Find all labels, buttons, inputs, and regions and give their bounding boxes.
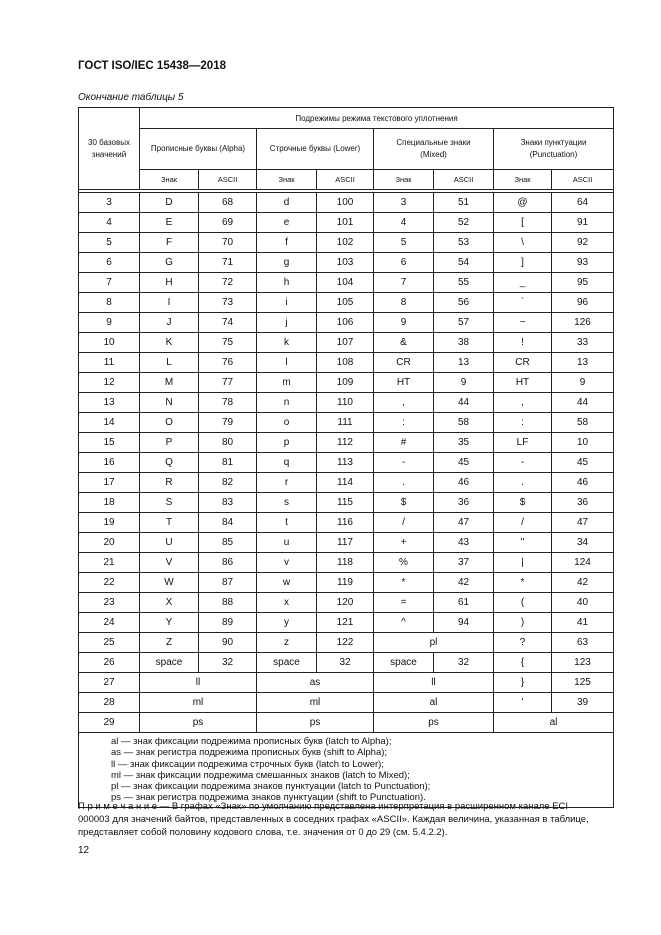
table-cell: 125 — [552, 673, 614, 693]
submode-punct — [494, 129, 614, 170]
base-value-cell: 11 — [79, 353, 140, 373]
legend-row — [79, 733, 614, 808]
table-cell: 100 — [317, 193, 374, 213]
table-cell: HT — [374, 373, 434, 393]
table-cell: 79 — [199, 413, 257, 433]
table-cell: 44 — [434, 393, 494, 413]
table-cell: 35 — [434, 433, 494, 453]
table-cell: 117 — [317, 533, 374, 553]
table-cell: 58 — [434, 413, 494, 433]
table-cell: x — [257, 593, 317, 613]
base-value-cell: 18 — [79, 493, 140, 513]
table-cell: 84 — [199, 513, 257, 533]
table-row — [79, 433, 614, 453]
col-label: Знак — [374, 170, 434, 190]
table-row — [79, 293, 614, 313]
table-cell: \ — [494, 233, 552, 253]
table-cell: 86 — [199, 553, 257, 573]
submode-lower — [257, 129, 374, 170]
table-cell: ^ — [374, 613, 434, 633]
col-label: Знак — [494, 170, 552, 190]
table-cell: 111 — [317, 413, 374, 433]
table-cell: 68 — [199, 193, 257, 213]
submode-mixed — [374, 129, 494, 170]
table-cell: 55 — [434, 273, 494, 293]
table-row — [79, 213, 614, 233]
table-row — [79, 553, 614, 573]
table-cell: y — [257, 613, 317, 633]
table-cell: v — [257, 553, 317, 573]
table-cell: % — [374, 553, 434, 573]
submode-mixed-name: Специальные знаки — [396, 138, 471, 147]
note-line: П р и м е ч а н и е — В графах «Знак» по умолчанию представлена интерпретация в расширенном канале ECI — [78, 801, 569, 812]
table-cell: LF — [494, 433, 552, 453]
table-cell: ps — [374, 713, 494, 733]
submode-lower-name: Строчные буквы (Lower) — [269, 144, 361, 153]
table-cell: g — [257, 253, 317, 273]
base-value-cell: 12 — [79, 373, 140, 393]
table-cell: 81 — [199, 453, 257, 473]
table-row — [79, 453, 614, 473]
table-cell: 80 — [199, 433, 257, 453]
table-cell: . — [374, 473, 434, 493]
base-value-cell: 15 — [79, 433, 140, 453]
table-cell: 88 — [199, 593, 257, 613]
table-cell: E — [140, 213, 199, 233]
col-label: ASCII — [199, 170, 257, 190]
table-row — [79, 273, 614, 293]
table-cell: ll — [140, 673, 257, 693]
table-cell: 92 — [552, 233, 614, 253]
table-cell: 87 — [199, 573, 257, 593]
table-cell: 90 — [199, 633, 257, 653]
base-value-cell: 6 — [79, 253, 140, 273]
table-row — [79, 473, 614, 493]
table-cell: ( — [494, 593, 552, 613]
table-cell: 104 — [317, 273, 374, 293]
table-cell: W — [140, 573, 199, 593]
table-cell: ` — [494, 293, 552, 313]
base-value-cell: 14 — [79, 413, 140, 433]
table-cell: 121 — [317, 613, 374, 633]
table-cell: 34 — [552, 533, 614, 553]
table-cell: 82 — [199, 473, 257, 493]
table-body — [79, 108, 614, 808]
table-cell: 9 — [374, 313, 434, 333]
table-cell: 63 — [552, 633, 614, 653]
table-cell: ps — [140, 713, 257, 733]
table-cell: 113 — [317, 453, 374, 473]
table-cell: 42 — [434, 573, 494, 593]
table-cell: ps — [257, 713, 374, 733]
table-cell: ! — [494, 333, 552, 353]
base-value-cell: 19 — [79, 513, 140, 533]
col-label: Знак — [257, 170, 317, 190]
table-cell: f — [257, 233, 317, 253]
table-cell: 76 — [199, 353, 257, 373]
table-cell: 64 — [552, 193, 614, 213]
table-cell: G — [140, 253, 199, 273]
col-label: ASCII — [434, 170, 494, 190]
table-cell: 70 — [199, 233, 257, 253]
table-cell: 126 — [552, 313, 614, 333]
table-row — [79, 193, 614, 213]
table-cell: 10 — [552, 433, 614, 453]
base-value-cell: 24 — [79, 613, 140, 633]
base-value-cell: 3 — [79, 193, 140, 213]
base-value-cell: 27 — [79, 673, 140, 693]
table-cell: , — [494, 393, 552, 413]
table-cell: 123 — [552, 653, 614, 673]
base-values-header: 30 базовых значений — [79, 108, 140, 190]
table-cell: space — [257, 653, 317, 673]
table-cell: 9 — [434, 373, 494, 393]
table-cell: Z — [140, 633, 199, 653]
table-row — [79, 653, 614, 673]
table-cell: 46 — [552, 473, 614, 493]
table-cell: 77 — [199, 373, 257, 393]
table-cell: ? — [494, 633, 552, 653]
table-cell: [ — [494, 213, 552, 233]
table-cell: 102 — [317, 233, 374, 253]
table-cell: 7 — [374, 273, 434, 293]
table-cell: 75 — [199, 333, 257, 353]
table-cell: * — [494, 573, 552, 593]
table-cell: 44 — [552, 393, 614, 413]
base-value-cell: 22 — [79, 573, 140, 593]
table-row — [79, 593, 614, 613]
page-number: 12 — [78, 845, 90, 856]
base-value-cell: 9 — [79, 313, 140, 333]
base-value-cell: 29 — [79, 713, 140, 733]
table-cell: 41 — [552, 613, 614, 633]
table-cell: 37 — [434, 553, 494, 573]
table-cell: Y — [140, 613, 199, 633]
legend-line: ps — знак регистра подрежима знаков пунктуации (shift to Punctuation). — [111, 792, 426, 804]
table-cell: 106 — [317, 313, 374, 333]
base-value-cell: 23 — [79, 593, 140, 613]
table-cell: CR — [494, 353, 552, 373]
table-cell: 114 — [317, 473, 374, 493]
table-cell: 52 — [434, 213, 494, 233]
table-cell: 74 — [199, 313, 257, 333]
table-cell: 89 — [199, 613, 257, 633]
table-cell: d — [257, 193, 317, 213]
table-note — [78, 800, 618, 839]
table-cell: 9 — [552, 373, 614, 393]
table-cell: 103 — [317, 253, 374, 273]
table-row — [79, 673, 614, 693]
table-cell: 109 — [317, 373, 374, 393]
table-cell: | — [494, 553, 552, 573]
table-cell: * — [374, 573, 434, 593]
table-row — [79, 313, 614, 333]
table-cell: _ — [494, 273, 552, 293]
table-cell: U — [140, 533, 199, 553]
table-row — [79, 513, 614, 533]
col-label: ASCII — [552, 170, 614, 190]
base-value-cell: 26 — [79, 653, 140, 673]
table-cell: 73 — [199, 293, 257, 313]
table-cell: 13 — [552, 353, 614, 373]
table-cell: 96 — [552, 293, 614, 313]
table-cell: 32 — [199, 653, 257, 673]
table-cell: 54 — [434, 253, 494, 273]
table-row — [79, 693, 614, 713]
base-value-cell: 10 — [79, 333, 140, 353]
table-cell: 6 — [374, 253, 434, 273]
base-value-cell: 7 — [79, 273, 140, 293]
table-cell: - — [374, 453, 434, 473]
table-cell: al — [494, 713, 614, 733]
table-cell: F — [140, 233, 199, 253]
table-cell: 71 — [199, 253, 257, 273]
table-cell: 108 — [317, 353, 374, 373]
table-cell: R — [140, 473, 199, 493]
table-cell: t — [257, 513, 317, 533]
table-cell: M — [140, 373, 199, 393]
table-cell: L — [140, 353, 199, 373]
table-cell: o — [257, 413, 317, 433]
legend-line: ml — знак фиксации подрежима смешанных знаков (latch to Mixed); — [111, 769, 410, 781]
table-cell: / — [494, 513, 552, 533]
table-cell: 53 — [434, 233, 494, 253]
table-cell: P — [140, 433, 199, 453]
table-cell: 61 — [434, 593, 494, 613]
table-cell: pl — [374, 633, 494, 653]
table-cell: m — [257, 373, 317, 393]
base-value-cell: 8 — [79, 293, 140, 313]
legend-cell — [79, 733, 614, 808]
legend-line: al — знак фиксации подрежима прописных букв (latch to Alpha); — [111, 736, 392, 747]
table-cell: @ — [494, 193, 552, 213]
table-cell: as — [257, 673, 374, 693]
table-cell: 110 — [317, 393, 374, 413]
table-cell: J — [140, 313, 199, 333]
table-row — [79, 353, 614, 373]
table-cell: ~ — [494, 313, 552, 333]
table-row — [79, 233, 614, 253]
table-cell: 56 — [434, 293, 494, 313]
table-cell: 94 — [434, 613, 494, 633]
table-cell: 122 — [317, 633, 374, 653]
table-cell: 124 — [552, 553, 614, 573]
column-label-row — [79, 170, 614, 190]
table-cell: 58 — [552, 413, 614, 433]
table-cell: 43 — [434, 533, 494, 553]
table-cell: 47 — [552, 513, 614, 533]
table-cell: $ — [374, 493, 434, 513]
table-cell: 115 — [317, 493, 374, 513]
table-cell: e — [257, 213, 317, 233]
table-cell: H — [140, 273, 199, 293]
table-cell: " — [494, 533, 552, 553]
table-cell: 45 — [552, 453, 614, 473]
submode-punct-sub: (Punctuation) — [529, 150, 578, 159]
table-cell: Q — [140, 453, 199, 473]
document-title: ГОСТ ISO/IEC 15438—2018 — [78, 60, 226, 72]
table-cell: n — [257, 393, 317, 413]
table-cell: 101 — [317, 213, 374, 233]
table-cell: 47 — [434, 513, 494, 533]
base-value-cell: 21 — [79, 553, 140, 573]
table-cell: # — [374, 433, 434, 453]
table-row — [79, 533, 614, 553]
table-row — [79, 613, 614, 633]
table-cell: 8 — [374, 293, 434, 313]
table-cell: 13 — [434, 353, 494, 373]
col-label: ASCII — [317, 170, 374, 190]
base-value-cell: 4 — [79, 213, 140, 233]
table-cell: D — [140, 193, 199, 213]
table-cell: 32 — [317, 653, 374, 673]
table-cell: 38 — [434, 333, 494, 353]
table-cell: 33 — [552, 333, 614, 353]
table-cell: 3 — [374, 193, 434, 213]
table-cell: O — [140, 413, 199, 433]
table-cell: i — [257, 293, 317, 313]
table-cell: 5 — [374, 233, 434, 253]
table-cell: S — [140, 493, 199, 513]
table-cell: q — [257, 453, 317, 473]
table-cell: al — [374, 693, 494, 713]
table-cell: ll — [374, 673, 494, 693]
table-cell: 95 — [552, 273, 614, 293]
submodes-header: Подрежимы режима текстового уплотнения — [140, 108, 614, 129]
table-cell: ) — [494, 613, 552, 633]
table-cell: CR — [374, 353, 434, 373]
table-cell: space — [374, 653, 434, 673]
table-cell: + — [374, 533, 434, 553]
base-value-cell: 20 — [79, 533, 140, 553]
table-cell: 51 — [434, 193, 494, 213]
table-cell: w — [257, 573, 317, 593]
base-value-cell: 17 — [79, 473, 140, 493]
table-cell: z — [257, 633, 317, 653]
table-cell: u — [257, 533, 317, 553]
table-cell: 78 — [199, 393, 257, 413]
table-cell: ml — [257, 693, 374, 713]
table-cell: ] — [494, 253, 552, 273]
table-cell: 83 — [199, 493, 257, 513]
table-cell: 32 — [434, 653, 494, 673]
table-row — [79, 493, 614, 513]
table-cell: K — [140, 333, 199, 353]
table-cell: 46 — [434, 473, 494, 493]
table-cell: 39 — [552, 693, 614, 713]
table-cell: 116 — [317, 513, 374, 533]
table-cell: } — [494, 673, 552, 693]
table-cell: j — [257, 313, 317, 333]
table-cell: I — [140, 293, 199, 313]
table-cell: h — [257, 273, 317, 293]
table-cell: 36 — [434, 493, 494, 513]
table-cell: 57 — [434, 313, 494, 333]
table-cell: HT — [494, 373, 552, 393]
table-cell: = — [374, 593, 434, 613]
table-row — [79, 633, 614, 653]
table-cell: : — [494, 413, 552, 433]
table-cell: 105 — [317, 293, 374, 313]
table-cell: T — [140, 513, 199, 533]
note-line: 000003 для значений байтов, представленных в соседних графах «ASCII». Каждая величина, указанная в таблице, — [78, 814, 589, 825]
table-row — [79, 413, 614, 433]
table-cell: r — [257, 473, 317, 493]
table-row — [79, 333, 614, 353]
table-row — [79, 253, 614, 273]
table-cell: : — [374, 413, 434, 433]
table-cell: 45 — [434, 453, 494, 473]
table-cell: $ — [494, 493, 552, 513]
table-cell: 36 — [552, 493, 614, 513]
table-cell: / — [374, 513, 434, 533]
table-cell: 69 — [199, 213, 257, 233]
table-caption: Окончание таблицы 5 — [78, 92, 184, 103]
table-cell: N — [140, 393, 199, 413]
table-cell: 112 — [317, 433, 374, 453]
table-cell: 93 — [552, 253, 614, 273]
base-value-cell: 28 — [79, 693, 140, 713]
table-row — [79, 373, 614, 393]
table-cell: V — [140, 553, 199, 573]
table-row — [79, 573, 614, 593]
table-cell: space — [140, 653, 199, 673]
note-line: представляет собой половину кодового слова, т.е. значения от 0 до 29 (см. 5.4.2.2). — [78, 827, 448, 838]
table-cell: 4 — [374, 213, 434, 233]
table-cell: l — [257, 353, 317, 373]
encoding-table — [78, 107, 614, 808]
col-label: Знак — [140, 170, 199, 190]
legend-line: as — знак регистра подрежима прописных букв (shift to Alpha); — [111, 747, 388, 759]
table-row — [79, 393, 614, 413]
table-cell: s — [257, 493, 317, 513]
table-cell: 72 — [199, 273, 257, 293]
table-cell: 120 — [317, 593, 374, 613]
base-value-cell: 16 — [79, 453, 140, 473]
table-cell: 42 — [552, 573, 614, 593]
table-cell: X — [140, 593, 199, 613]
table-cell: 119 — [317, 573, 374, 593]
legend-line: ll — знак фиксации подрежима строчных букв (latch to Lower); — [111, 758, 384, 770]
table-cell: - — [494, 453, 552, 473]
table-cell: 85 — [199, 533, 257, 553]
base-value-cell: 5 — [79, 233, 140, 253]
table-cell: & — [374, 333, 434, 353]
table-cell: ' — [494, 693, 552, 713]
base-value-cell: 13 — [79, 393, 140, 413]
table-cell: { — [494, 653, 552, 673]
table-cell: . — [494, 473, 552, 493]
submode-row — [79, 129, 614, 170]
submode-alpha-name: Прописные буквы (Alpha) — [150, 144, 246, 153]
table-cell: , — [374, 393, 434, 413]
table-cell: 40 — [552, 593, 614, 613]
header-group-row — [79, 108, 614, 129]
table-row — [79, 713, 614, 733]
table-cell: k — [257, 333, 317, 353]
base-value-cell: 25 — [79, 633, 140, 653]
table-cell: 91 — [552, 213, 614, 233]
submode-alpha — [140, 129, 257, 170]
table-cell: p — [257, 433, 317, 453]
table-cell: 107 — [317, 333, 374, 353]
submode-punct-name: Знаки пунктуации — [520, 138, 587, 147]
legend-line: pl — знак фиксации подрежима знаков пунктуации (latch to Punctuation); — [111, 781, 431, 793]
table-cell: ml — [140, 693, 257, 713]
submode-mixed-sub: (Mixed) — [420, 150, 447, 159]
table-cell: 118 — [317, 553, 374, 573]
